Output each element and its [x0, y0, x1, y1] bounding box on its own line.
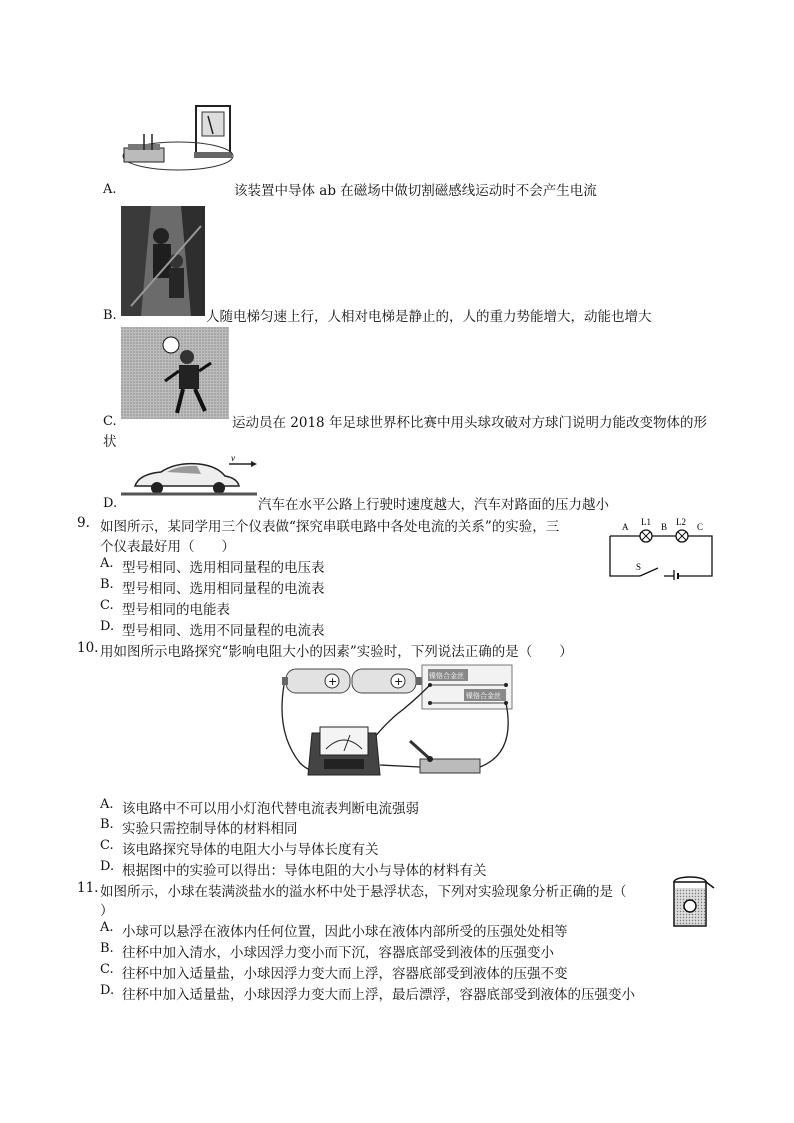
q9-fig-lamp-l2: L2 [676, 517, 686, 527]
q8-option-b-text: 人随电梯匀速上行，人相对电梯是静止的，人的重力势能增大，动能也增大 [206, 309, 652, 325]
football-player-photo [121, 327, 229, 419]
q9-stem-line2: 个仪表最好用（ ） [100, 539, 235, 555]
resistance-experiment-figure [280, 663, 516, 787]
q9-option-a-label: A. [100, 556, 114, 571]
q9-option-c-label: C. [100, 598, 114, 613]
q9-fig-point-a: A [622, 522, 629, 532]
q10-option-d-label: D. [100, 859, 115, 874]
q11-stem-line1: 如图所示，小球在装满淡盐水的溢水杯中处于悬浮状态，下列对实验现象分析正确的是（ [100, 884, 627, 900]
svg-text:v: v [231, 456, 235, 463]
svg-text:+: + [328, 675, 338, 688]
q8-option-c-text-cont: 状 [103, 434, 117, 450]
q9-option-a-text: 型号相同、选用相同量程的电压表 [122, 560, 325, 576]
q9-option-d-label: D. [100, 619, 115, 634]
q11-option-b-text: 往杯中加入清水，小球因浮力变小而下沉，容器底部受到液体的压强变小 [122, 945, 554, 961]
q10-number: 10. [77, 640, 99, 656]
q9-stem-line1: 如图所示，某同学用三个仪表做“探究串联电路中各处电流的关系”的实验，三 [100, 519, 560, 535]
q11-option-d-label: D. [100, 983, 115, 998]
q10-option-a-label: A. [100, 797, 114, 812]
q10-stem: 用如图所示电路探究“影响电阻大小的因素”实验时，下列说法正确的是（ ） [100, 644, 573, 660]
series-circuit-diagram [606, 514, 716, 580]
q8-option-d-text: 汽车在水平公路上行驶时速度越大，汽车对路面的压力越小 [258, 497, 609, 513]
q9-number: 9. [77, 515, 90, 531]
svg-text:+: + [394, 675, 404, 688]
q9-fig-switch-s: S [636, 562, 642, 572]
q11-option-a-label: A. [100, 920, 114, 935]
q11-option-c-label: C. [100, 962, 114, 977]
q9-option-b-text: 型号相同、选用相同量程的电流表 [122, 581, 325, 597]
q10-option-b-label: B. [100, 817, 114, 832]
q10-fig-wire-label-1: 镍铬合金丝 [429, 672, 464, 680]
q8-option-c-label: C. [103, 414, 117, 429]
q9-fig-lamp-l1: L1 [641, 517, 651, 527]
q10-option-a-text: 该电路中不可以用小灯泡代替电流表判断电流强弱 [122, 801, 419, 817]
q11-option-d-text: 往杯中加入适量盐，小球因浮力变大而上浮，最后漂浮，容器底部受到液体的压强变小 [122, 987, 635, 1003]
q11-number: 11. [77, 880, 99, 896]
q8-option-d-label: D. [103, 496, 118, 511]
q10-fig-wire-label-2: 镍铬合金丝 [466, 692, 501, 700]
escalator-photo [121, 206, 205, 316]
q9-fig-point-b: B [661, 522, 668, 532]
q11-option-a-text: 小球可以悬浮在液体内任何位置，因此小球在液体内部所受的压强处处相等 [122, 924, 568, 940]
q11-option-c-text: 往杯中加入适量盐，小球因浮力变大而上浮，容器底部受到液体的压强不变 [122, 966, 568, 982]
q11-stem-line2: ） [100, 903, 114, 919]
q9-option-d-text: 型号相同、选用不同量程的电流表 [122, 623, 325, 639]
car-image [121, 456, 257, 498]
q8-option-c-text: 运动员在 2018 年足球世界杯比赛中用头球攻破对方球门说明力能改变物体的形 [232, 415, 707, 431]
q10-option-c-text: 该电路探究导体的电阻大小与导体长度有关 [122, 842, 379, 858]
q10-option-b-text: 实验只需控制导体的材料相同 [122, 821, 298, 837]
overflow-cup-figure [670, 874, 716, 930]
q8-option-b-label: B. [103, 308, 117, 323]
q9-option-b-label: B. [100, 577, 114, 592]
q8-option-a-text: 该装置中导体 ab 在磁场中做切割磁感线运动时不会产生电流 [234, 183, 597, 199]
q10-option-d-text: 根据图中的实验可以得出：导体电阻的大小与导体的材料有关 [122, 863, 487, 879]
q9-fig-point-c: C [697, 522, 704, 532]
q8-option-a-label: A. [103, 182, 117, 197]
q9-option-c-text: 型号相同的电能表 [122, 602, 230, 618]
galvanometer-apparatus-image [118, 104, 236, 182]
q11-option-b-label: B. [100, 941, 114, 956]
q10-option-c-label: C. [100, 838, 114, 853]
